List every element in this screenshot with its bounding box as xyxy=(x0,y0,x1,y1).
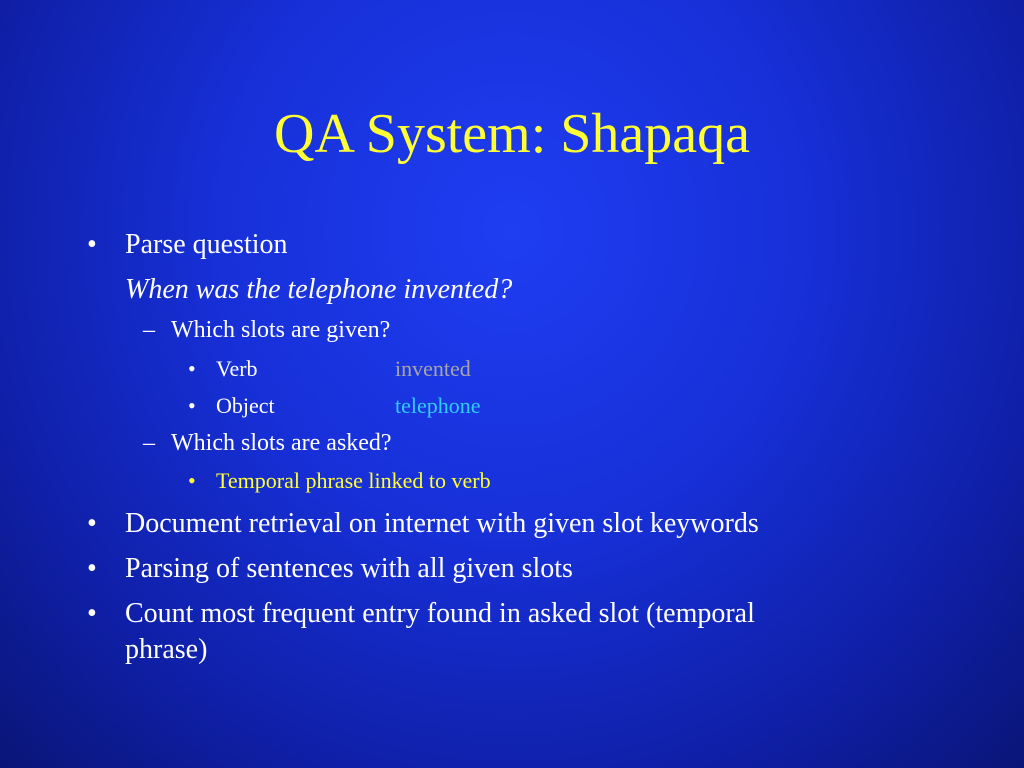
bullet-marker: • xyxy=(87,598,97,629)
bullet-marker: • xyxy=(188,393,196,418)
verb-label: Verb xyxy=(216,356,258,381)
bullet-marker: • xyxy=(87,553,97,584)
verb-value: invented xyxy=(395,356,471,381)
bullet-marker: • xyxy=(87,508,97,539)
object-label: Object xyxy=(216,393,275,418)
bullet-count-line-2: phrase) xyxy=(125,634,208,665)
bullet-marker: • xyxy=(188,356,196,381)
given-slots-heading: Which slots are given? xyxy=(171,317,391,343)
bullet-parse-question: Parse question xyxy=(125,229,288,260)
object-value: telephone xyxy=(395,393,481,418)
temporal-phrase: Temporal phrase linked to verb xyxy=(216,468,491,493)
bullet-count-line-1: Count most frequent entry found in asked slot (temporal xyxy=(125,598,755,629)
bullet-document-retrieval: Document retrieval on internet with given slot keywords xyxy=(125,508,759,539)
dash-marker: – xyxy=(143,430,155,456)
asked-slots-heading: Which slots are asked? xyxy=(171,430,392,456)
dash-marker: – xyxy=(143,317,155,343)
bullet-marker: • xyxy=(188,468,196,493)
slide-title: QA System: Shapaqa xyxy=(274,103,750,165)
bullet-parsing-sentences: Parsing of sentences with all given slots xyxy=(125,553,573,584)
bullet-marker: • xyxy=(87,229,97,260)
example-question: When was the telephone invented? xyxy=(125,274,513,305)
